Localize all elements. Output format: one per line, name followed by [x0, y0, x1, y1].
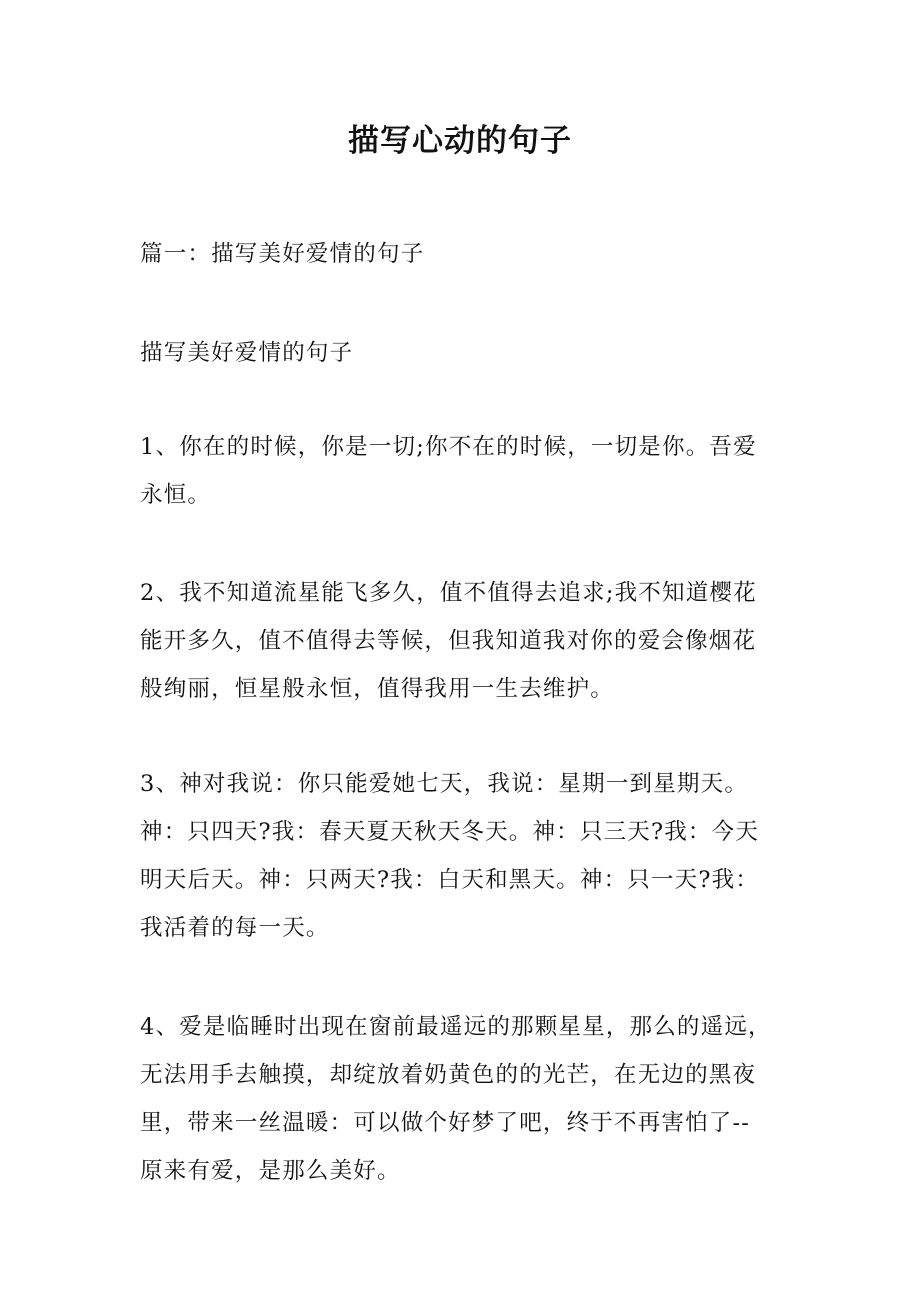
paragraph-line: 般绚丽，恒星般永恒，值得我用一生去维护。: [140, 676, 615, 702]
paragraph-line: 无法用手去触摸，却绽放着奶黄色的的光芒，在无边的黑夜: [140, 1062, 757, 1088]
paragraph-line: 2、我不知道流星能飞多久，值不值得去追求;我不知道樱花: [140, 580, 757, 606]
section-heading: 篇一：描写美好爱情的句子: [140, 241, 425, 267]
paragraph-line: 能开多久，值不值得去等候，但我知道我对你的爱会像烟花: [140, 628, 757, 654]
paragraph-line: 神：只四天?我：春天夏天秋天冬天。神：只三天?我：今天: [140, 819, 760, 845]
subheading: 描写美好爱情的句子: [140, 340, 354, 366]
paragraph-line: 我活着的每一天。: [140, 915, 330, 941]
paragraph-line: 原来有爱，是那么美好。: [140, 1158, 401, 1184]
paragraph-line: 永恒。: [140, 482, 212, 508]
paragraph-line: 里，带来一丝温暖：可以做个好梦了吧，终于不再害怕了--: [140, 1110, 751, 1136]
paragraph-1: [140, 423, 800, 519]
document-title: 描写心动的句子: [348, 123, 572, 159]
paragraph-4: [140, 1003, 800, 1195]
paragraph-line: 明天后天。神：只两天?我：白天和黑天。神：只一天?我：: [140, 867, 760, 893]
paragraph-line: 1、你在的时候，你是一切;你不在的时候，一切是你。吾爱: [140, 434, 757, 460]
paragraph-line: 4、爱是临睡时出现在窗前最遥远的那颗星星，那么的遥远，: [140, 1014, 772, 1040]
paragraph-3: [140, 760, 800, 952]
paragraph-2: [140, 569, 800, 713]
paragraph-line: 3、神对我说：你只能爱她七天，我说：星期一到星期天。: [140, 771, 749, 797]
